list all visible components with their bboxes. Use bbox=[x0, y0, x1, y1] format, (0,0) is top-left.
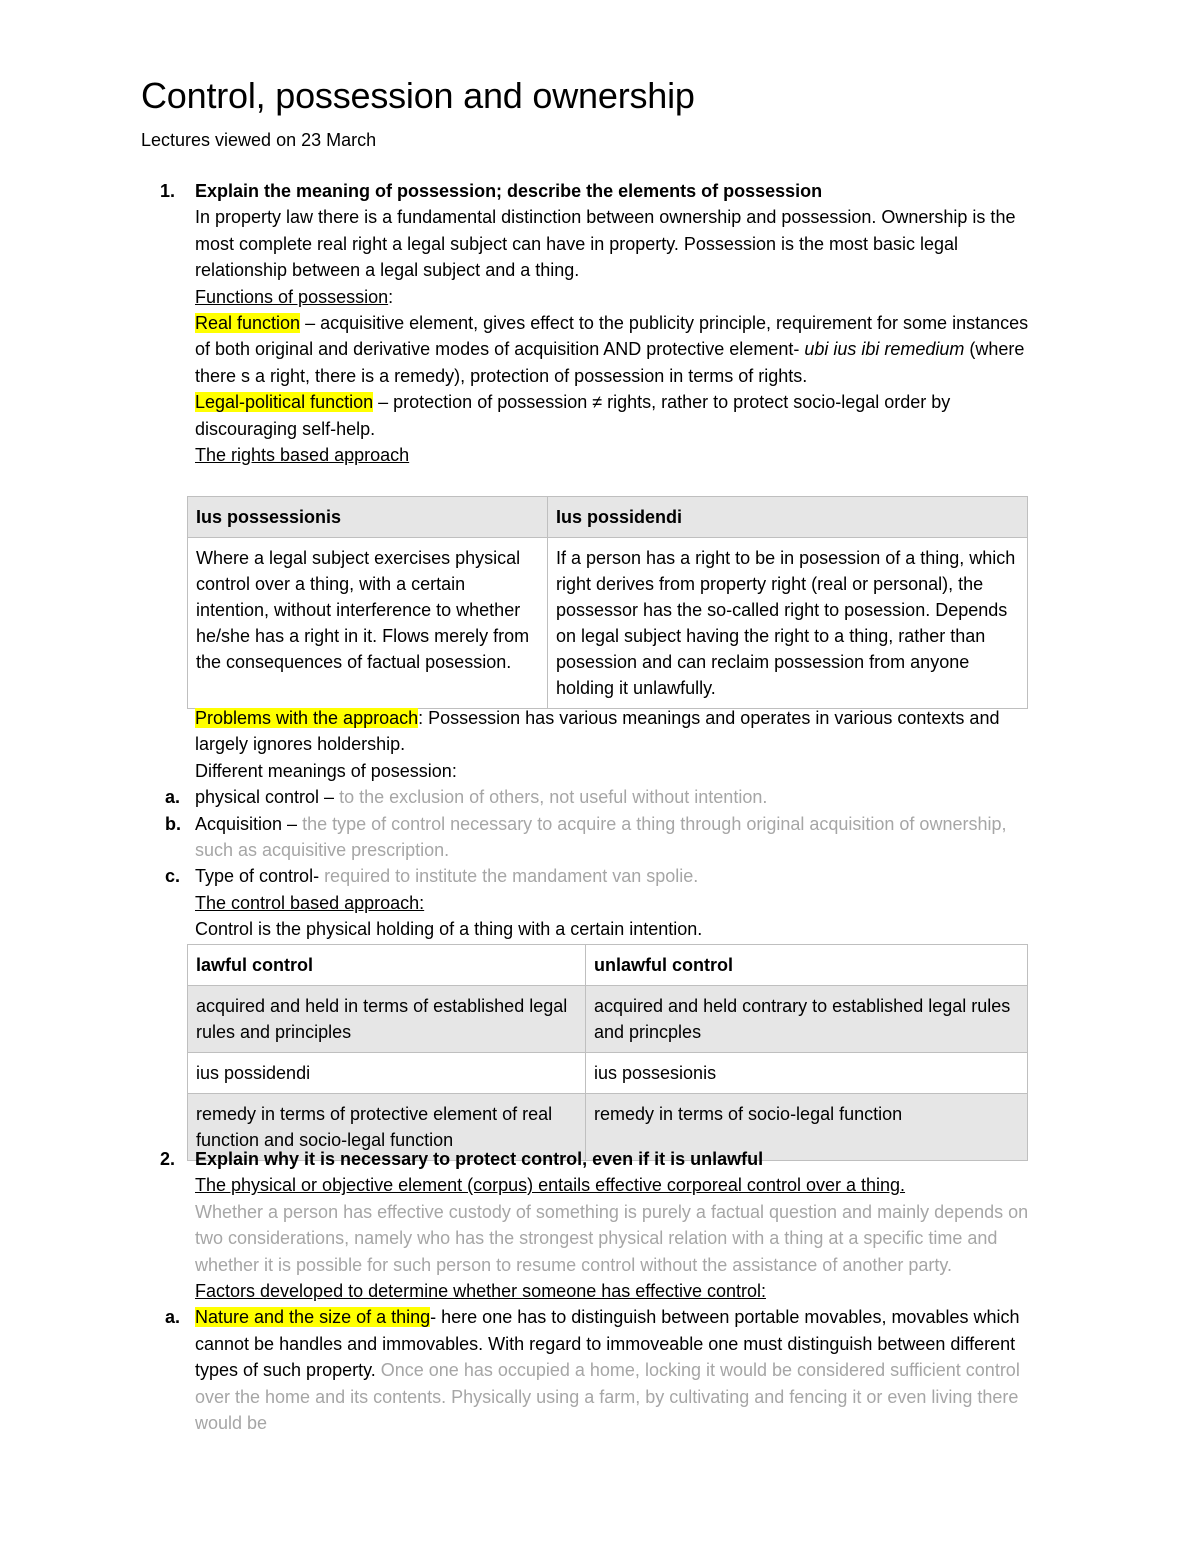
list-item-label: Acquisition – bbox=[195, 813, 303, 834]
page-title: Control, possession and ownership bbox=[141, 75, 695, 116]
table-row bbox=[188, 1053, 1028, 1094]
problems-label: Problems with the approach bbox=[195, 708, 419, 728]
control-approach-table-wrapper bbox=[187, 944, 1027, 1161]
custody-paragraph: Whether a person has effective custody of something is purely a factual question and mainly depends on two considerations, namely who has the strongest physical relation with a thing at a specific time and whether it is possible for such person to resume control without the assistance of another party. bbox=[195, 1201, 1029, 1275]
table-row bbox=[188, 538, 1028, 709]
control-approach-table bbox=[187, 944, 1028, 1161]
table-row bbox=[188, 986, 1028, 1053]
list-item-label: physical control – bbox=[195, 787, 340, 808]
table-cell: acquired and held contrary to established legal rules and princples bbox=[586, 986, 1028, 1053]
factors-heading-line bbox=[195, 1278, 1035, 1304]
table-cell: acquired and held in terms of established legal rules and principles bbox=[188, 986, 586, 1053]
table-cell: ius possidendi bbox=[188, 1053, 586, 1094]
control-approach-heading: The control based approach: bbox=[195, 892, 425, 913]
table-header-cell: lawful control bbox=[188, 945, 586, 986]
list-letter: b. bbox=[165, 813, 181, 834]
real-function-paragraph bbox=[195, 310, 1035, 389]
rights-approach-heading-line bbox=[195, 442, 1035, 468]
functions-heading-line bbox=[195, 284, 1035, 310]
list-item bbox=[143, 863, 1035, 889]
rights-approach-table bbox=[187, 496, 1028, 709]
legal-political-paragraph bbox=[195, 389, 1035, 442]
physical-element-line bbox=[195, 1172, 1035, 1198]
list-letter: a. bbox=[165, 787, 181, 808]
list-item-text: required to institute the mandament van spolie. bbox=[324, 866, 699, 887]
table-cell: remedy in terms of socio-legal function bbox=[586, 1094, 1028, 1161]
list-letter: c. bbox=[165, 866, 181, 887]
table-header-row bbox=[188, 945, 1028, 986]
factor-a-text: - here one has to distinguish between portable movables, movables which cannot be handles and immovables. With regard to immoveable one must distinguish between different types of such property. bbox=[195, 1307, 1020, 1381]
rights-approach-table-wrapper bbox=[187, 496, 1027, 709]
legal-political-text: – protection of possession ≠ rights, rather to protect socio-legal order by discouraging self-help. bbox=[195, 392, 951, 439]
factor-a-grey-text: Once one has occupied a home, locking it would be considered sufficient control over the home and its contents. Physically using a farm, by cultivating and fencing it or even living there would be bbox=[195, 1360, 1020, 1434]
table-cell: ius possesionis bbox=[586, 1053, 1028, 1094]
list-letter: a. bbox=[165, 1307, 181, 1328]
question-1-heading: Explain the meaning of possession; describe the elements of possession bbox=[195, 181, 823, 201]
list-item bbox=[143, 811, 1035, 864]
list-item-text: to the exclusion of others, not useful without intention. bbox=[339, 787, 768, 808]
problems-section bbox=[165, 705, 1035, 943]
table-header-cell: Ius possessionis bbox=[188, 497, 548, 538]
real-function-latin: ubi ius ibi remedium bbox=[804, 339, 965, 360]
table-header-row bbox=[188, 497, 1028, 538]
question-2-heading: Explain why it is necessary to protect control, even if it is unlawful bbox=[195, 1149, 764, 1169]
control-approach-text: Control is the physical holding of a thing with a certain intention. bbox=[195, 919, 703, 940]
list-item bbox=[143, 1304, 1035, 1436]
table-cell: Where a legal subject exercises physical control over a thing, with a certain intention, without interference to whether he/she has a right in it. Flows merely from the consequences of factual posession. bbox=[188, 538, 548, 709]
real-function-text-2: (where there s a right, there is a remedy), protection of possession in terms of rights. bbox=[195, 339, 1025, 386]
problems-paragraph bbox=[195, 705, 1035, 758]
meanings-heading: Different meanings of posession: bbox=[195, 760, 457, 781]
question-number-2: 2. bbox=[160, 1149, 176, 1169]
table-cell: remedy in terms of protective element of real function and socio-legal function bbox=[188, 1094, 586, 1161]
real-function-text-1: – acquisitive element, gives effect to the publicity principle, requirement for some instances of both original and derivative modes of acquisition AND protective element- bbox=[195, 313, 1029, 360]
list-item-text: the type of control necessary to acquire a thing through original acquisition of ownership, such as acquisitive prescription. bbox=[195, 813, 1007, 861]
problems-text: : Possession has various meanings and operates in various contexts and largely ignores holdership. bbox=[195, 708, 1000, 755]
question-1-section bbox=[195, 178, 1035, 468]
factors-heading: Factors developed to determine whether someone has effective control: bbox=[195, 1281, 766, 1302]
list-item bbox=[143, 784, 1035, 810]
functions-colon: : bbox=[388, 286, 394, 307]
table-header-cell: Ius possidendi bbox=[548, 497, 1028, 538]
table-cell: If a person has a right to be in posession of a thing, which right derives from property right (real or personal), the possessor has the so-called right to posession. Depends on legal subject having the right to a thing, rather than posession and can reclaim possession from anyone holding it unlawfully. bbox=[548, 538, 1028, 709]
rights-approach-heading: The rights based approach bbox=[195, 445, 410, 466]
real-function-label: Real function bbox=[195, 313, 301, 334]
question-1-paragraph: In property law there is a fundamental distinction between ownership and possession. Ownership is the most complete real right a legal subject can have in property. Possession is the most basic legal relationship between a legal subject and a thing. bbox=[195, 207, 1016, 281]
control-approach-heading-line bbox=[195, 890, 1035, 916]
legal-political-label: Legal-political function bbox=[195, 392, 374, 413]
question-number-1: 1. bbox=[160, 181, 176, 201]
page-subtitle: Lectures viewed on 23 March bbox=[141, 130, 377, 150]
functions-heading: Functions of possession bbox=[195, 286, 389, 307]
factor-a-label: Nature and the size of a thing bbox=[195, 1307, 431, 1328]
list-item-label: Type of control- bbox=[195, 866, 325, 887]
question-2-section bbox=[165, 1146, 1035, 1436]
physical-element-text: The physical or objective element (corpus) entails effective corporeal control over a thing. bbox=[195, 1175, 906, 1196]
table-header-cell: unlawful control bbox=[586, 945, 1028, 986]
